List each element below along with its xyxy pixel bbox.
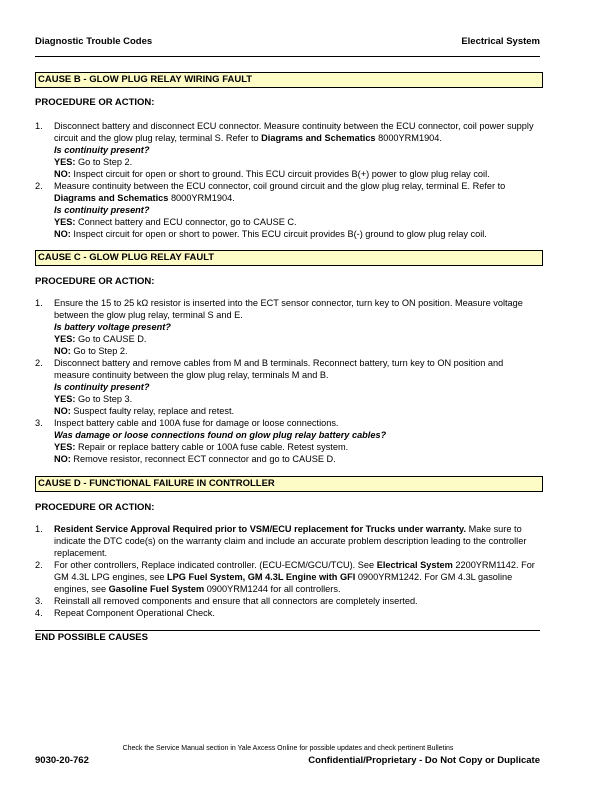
page-header (35, 36, 540, 47)
yes-label: YES: (54, 157, 76, 167)
cause-b-steps (35, 120, 540, 240)
yes-answer (54, 393, 540, 405)
cause-b-procedure-title: PROCEDURE OR ACTION: (35, 97, 155, 108)
cause-b-step-2 (35, 180, 540, 240)
lpg-fuel-system-reference: LPG Fuel System, GM 4.3L Engine with GFI (167, 572, 356, 582)
cause-b-heading: CAUSE B - GLOW PLUG RELAY WIRING FAULT (35, 72, 543, 88)
cause-d-procedure-title: PROCEDURE OR ACTION: (35, 502, 155, 513)
cause-d-step-1 (35, 523, 540, 559)
step-number: 2. (35, 358, 43, 368)
cause-c-step-2 (35, 357, 540, 417)
header-divider (35, 56, 540, 57)
step-question: Was damage or loose connections found on glow plug relay battery cables? (54, 430, 387, 440)
footer-note: Check the Service Manual section in Yale Axcess Online for possible updates and check pertinent Bulletins (122, 745, 454, 752)
yes-text: Connect battery and ECU connector, go to CAUSE C. (78, 217, 297, 227)
cause-c-procedure-title: PROCEDURE OR ACTION: (35, 276, 155, 287)
cause-d-step-4 (35, 607, 540, 619)
step-question: Is continuity present? (54, 205, 150, 215)
no-answer (54, 168, 540, 180)
no-text: Inspect circuit for open or short to power. This ECU circuit provides B(-) ground to glow plug relay coil. (73, 229, 487, 239)
step-question: Is continuity present? (54, 145, 150, 155)
diagrams-reference: Diagrams and Schematics (54, 193, 169, 203)
no-answer (54, 405, 540, 417)
no-text: Inspect circuit for open or short to ground. This ECU circuit provides B(+) power to glow plug relay coil. (73, 169, 490, 179)
step-text-end: 8000YRM1904. (168, 193, 235, 203)
no-answer (54, 453, 540, 465)
yes-text: Go to CAUSE D. (78, 334, 147, 344)
yes-text: Repair or replace battery cable or 100A fuse cable. Retest system. (78, 442, 349, 452)
no-text: Go to Step 2. (73, 346, 128, 356)
yes-label: YES: (54, 442, 76, 452)
step-text-3: 0900YRM1242. For GM 4.3L gasoline engines, see (54, 572, 513, 594)
gasoline-fuel-system-reference: Gasoline Fuel System (108, 584, 205, 594)
step-number: 1. (35, 298, 43, 308)
cause-d-heading: CAUSE D - FUNCTIONAL FAILURE IN CONTROLLER (35, 476, 543, 492)
no-label: NO: (54, 346, 71, 356)
step-text-4: 0900YRM1244 for all controllers. (204, 584, 341, 594)
no-text: Suspect faulty relay, replace and retest. (73, 406, 235, 416)
no-text: Remove resistor, reconnect ECT connector and go to CAUSE D. (73, 454, 336, 464)
end-divider (35, 630, 540, 631)
diagrams-reference: Diagrams and Schematics (261, 133, 376, 143)
step-number: 2. (35, 181, 43, 191)
step-text-2: 2200YRM1142. For GM 4.3L LPG engines, see (54, 560, 535, 582)
step-number: 1. (35, 121, 43, 131)
step-number: 4. (35, 608, 43, 618)
step-text: Reinstall all removed components and ensure that all connectors are completely inserted. (54, 596, 418, 606)
step-number: 3. (35, 596, 43, 606)
step-number: 1. (35, 524, 43, 534)
cause-d-step-3 (35, 595, 540, 607)
header-left-title: Diagnostic Trouble Codes (35, 36, 153, 47)
no-label: NO: (54, 454, 71, 464)
yes-answer (54, 441, 540, 453)
step-text: Repeat Component Operational Check. (54, 608, 215, 618)
step-text: Measure continuity between the ECU connector, coil ground circuit and the glow plug relay, terminal E. Refer to (54, 181, 506, 191)
yes-text: Go to Step 3. (78, 394, 133, 404)
cause-c-step-3 (35, 417, 540, 465)
no-answer (54, 228, 540, 240)
yes-answer (54, 156, 540, 168)
cause-c-step-1 (35, 297, 540, 357)
no-label: NO: (54, 169, 71, 179)
electrical-system-reference: Electrical System (376, 560, 453, 570)
cause-d-steps (35, 523, 540, 619)
step-question: Is continuity present? (54, 382, 150, 392)
step-question: Is battery voltage present? (54, 322, 171, 332)
step-number: 3. (35, 418, 43, 428)
yes-answer (54, 333, 540, 345)
yes-text: Go to Step 2. (78, 157, 133, 167)
step-text: Ensure the 15 to 25 kΩ resistor is inserted into the ECT sensor connector, turn key to ON position. Measure voltage between the glow plug relay, terminal S and E. (54, 298, 523, 320)
header-right-title: Electrical System (461, 36, 540, 47)
step-lead-text: Resident Service Approval Required prior to VSM/ECU replacement for Trucks under warranty. (54, 524, 467, 534)
step-number: 2. (35, 560, 43, 570)
no-label: NO: (54, 406, 71, 416)
step-text: Disconnect battery and disconnect ECU connector. Measure continuity between the ECU connector, coil power supply circuit and the glow plug relay, terminal S. Refer to (54, 121, 534, 143)
end-possible-causes: END POSSIBLE CAUSES (35, 632, 148, 643)
step-text: Make sure to indicate the DTC code(s) on the warranty claim and include an accurate problem description leading to the controller replacement. (54, 524, 527, 558)
step-text: Inspect battery cable and 100A fuse for damage or loose connections. (54, 418, 339, 428)
page-footer (35, 755, 540, 766)
yes-label: YES: (54, 217, 76, 227)
step-text-end: 8000YRM1904. (375, 133, 442, 143)
yes-answer (54, 216, 540, 228)
no-label: NO: (54, 229, 71, 239)
no-answer (54, 345, 540, 357)
cause-b-step-1 (35, 120, 540, 180)
yes-label: YES: (54, 334, 76, 344)
step-text: For other controllers, Replace indicated controller. (ECU-ECM/GCU/TCU). See (54, 560, 377, 570)
confidential-notice: Confidential/Proprietary - Do Not Copy or Duplicate (308, 755, 540, 766)
yes-label: YES: (54, 394, 76, 404)
step-text: Disconnect battery and remove cables from M and B terminals. Reconnect battery, turn key to ON position and measure continuity between the glow plug relay, terminals M and B. (54, 358, 504, 380)
cause-d-step-2 (35, 559, 540, 595)
cause-c-heading: CAUSE C - GLOW PLUG RELAY FAULT (35, 250, 543, 266)
document-number: 9030-20-762 (35, 755, 89, 766)
cause-c-steps (35, 297, 540, 465)
